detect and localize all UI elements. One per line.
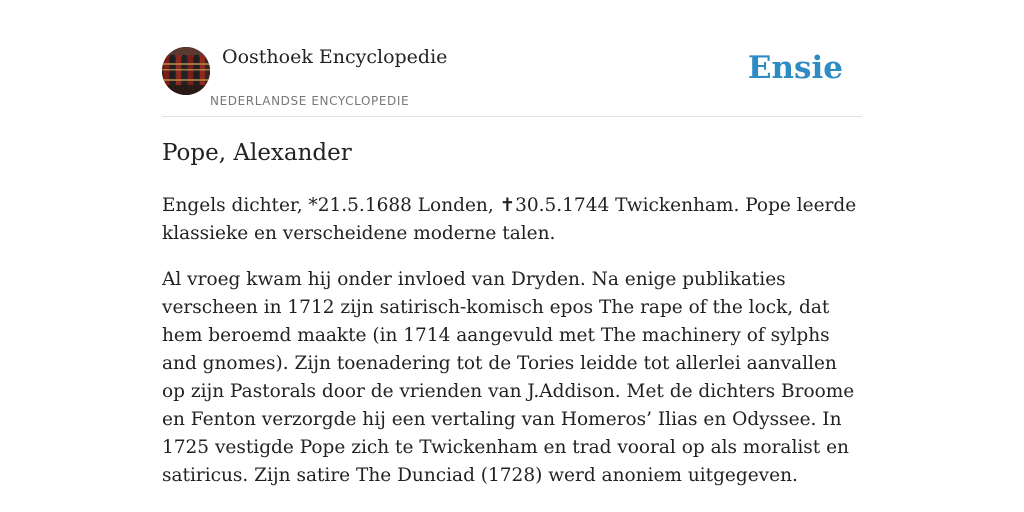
source-subtitle: NEDERLANDSE ENCYCLOPEDIE [210,94,410,108]
entry-paragraph: Al vroeg kwam hij onder invloed van Dryden. Na enige publikaties verscheen in 1712 zijn satirisch-komisch epos The rape of the lock, dat hem beroemd maakte (in 1714 aangevuld met The machinery of sylphs and gnomes). Zijn toenadering tot de Tories leidde tot allerlei aanvallen op zijn Pastorals door de vrienden van J.Addison. Met de dichters Broome en Fenton verzorgde hij een vertaling van Homeros’ Ilias en Odyssee. In 1725 vestigde Pope zich te Twickenham en trad vooral op als moralist en satiricus. Zijn satire The Dunciad (1728) werd anoniem uitgegeven. [162,269,855,486]
header [162,0,862,117]
entry-body [162,192,862,508]
entry-paragraph: Engels dichter, *21.5.1688 Londen, ✝30.5.1744 Twickenham. Pope leerde klassieke en verscheidene moderne talen. [162,195,857,244]
page [162,0,862,486]
encyclopedia-books-icon[interactable] [162,47,210,95]
entry-title: Pope, Alexander [162,140,352,166]
source-title-link[interactable]: Oosthoek Encyclopedie [222,46,448,68]
brand-logo-link[interactable]: Ensie [747,50,843,86]
